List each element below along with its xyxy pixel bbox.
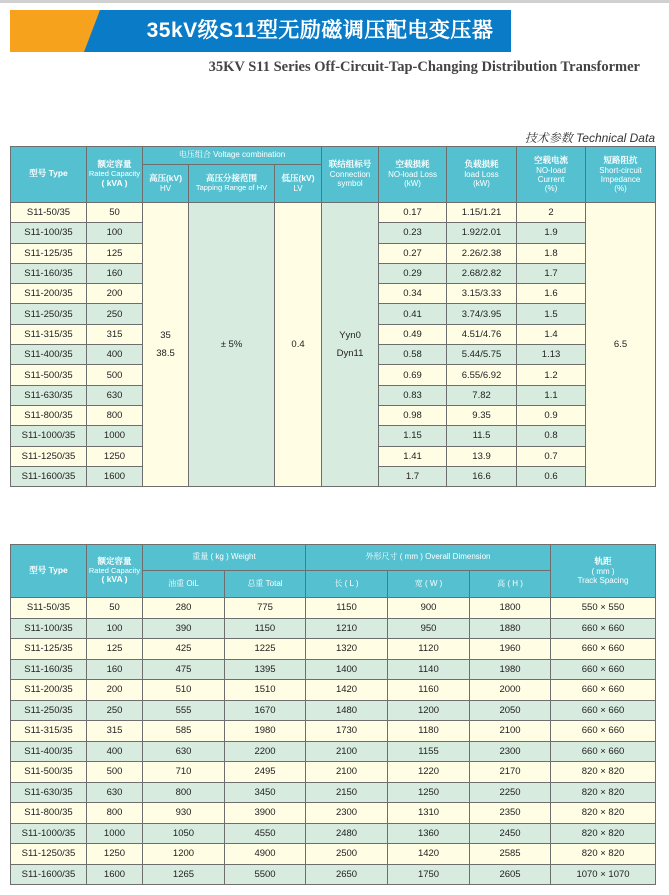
cell-noload-current: 1.8 bbox=[517, 243, 586, 263]
cell-height: 2050 bbox=[470, 700, 551, 721]
header-weight: 重量 ( kg ) Weight bbox=[143, 545, 306, 571]
dimension-weight-table bbox=[10, 544, 656, 885]
page-subtitle: 35KV S11 Series Off-Circuit-Tap-Changing Distribution Transformer bbox=[208, 59, 640, 75]
cell-type: S11-1250/35 bbox=[11, 446, 87, 466]
cell-length: 2100 bbox=[306, 741, 388, 762]
cell-capacity: 1250 bbox=[87, 844, 143, 865]
cell-capacity: 800 bbox=[87, 803, 143, 824]
header-track-spacing: 轨距 ( mm ) Track Spacing bbox=[551, 545, 656, 598]
cell-width: 1200 bbox=[388, 700, 470, 721]
table-row bbox=[11, 721, 656, 742]
cell-oil-weight: 510 bbox=[143, 680, 225, 701]
header-height: 高 ( H ) bbox=[470, 571, 551, 598]
header-type: 型号 Type bbox=[11, 147, 87, 203]
cell-capacity: 1600 bbox=[87, 864, 143, 885]
cell-noload-current: 0.7 bbox=[517, 446, 586, 466]
header-tapping-range: 高压分接范围 Tapping Range of HV bbox=[189, 165, 275, 203]
cell-width: 1420 bbox=[388, 844, 470, 865]
cell-load-loss: 1.15/1.21 bbox=[447, 203, 517, 223]
cell-total-weight: 3450 bbox=[225, 782, 306, 803]
cell-capacity: 250 bbox=[87, 304, 143, 324]
cell-noload-loss: 0.41 bbox=[379, 304, 447, 324]
cell-track-spacing: 820 × 820 bbox=[551, 823, 656, 844]
cell-height: 2170 bbox=[470, 762, 551, 783]
cell-load-loss: 2.26/2.38 bbox=[447, 243, 517, 263]
cell-track-spacing: 660 × 660 bbox=[551, 659, 656, 680]
cell-noload-current: 1.4 bbox=[517, 324, 586, 344]
cell-capacity: 630 bbox=[87, 782, 143, 803]
cell-type: S11-100/35 bbox=[11, 223, 87, 243]
cell-length: 1320 bbox=[306, 639, 388, 660]
cell-capacity: 1600 bbox=[87, 466, 143, 486]
cell-capacity: 1000 bbox=[87, 823, 143, 844]
cell-width: 1220 bbox=[388, 762, 470, 783]
header-noload-current: 空载电流 NO-load Current (%) bbox=[517, 147, 586, 203]
cell-track-spacing: 820 × 820 bbox=[551, 803, 656, 824]
cell-type: S11-1000/35 bbox=[11, 426, 87, 446]
cell-type: S11-800/35 bbox=[11, 803, 87, 824]
table-row bbox=[11, 864, 656, 885]
cell-oil-weight: 390 bbox=[143, 618, 225, 639]
cell-capacity: 50 bbox=[87, 598, 143, 619]
cell-width: 1155 bbox=[388, 741, 470, 762]
cell-noload-loss: 0.83 bbox=[379, 385, 447, 405]
cell-length: 2100 bbox=[306, 762, 388, 783]
header-overall-dimension: 外形尺寸 ( mm ) Overall Dimension bbox=[306, 545, 551, 571]
cell-capacity: 630 bbox=[87, 385, 143, 405]
cell-track-spacing: 550 × 550 bbox=[551, 598, 656, 619]
cell-total-weight: 1670 bbox=[225, 700, 306, 721]
cell-length: 1400 bbox=[306, 659, 388, 680]
cell-type: S11-400/35 bbox=[11, 741, 87, 762]
cell-noload-current: 1.5 bbox=[517, 304, 586, 324]
technical-data-table bbox=[10, 146, 656, 487]
cell-height: 1800 bbox=[470, 598, 551, 619]
cell-noload-loss: 1.41 bbox=[379, 446, 447, 466]
page-title: 35kV级S11型无励磁调压配电变压器 bbox=[146, 19, 494, 42]
cell-type: S11-315/35 bbox=[11, 721, 87, 742]
cell-noload-current: 1.6 bbox=[517, 284, 586, 304]
cell-total-weight: 775 bbox=[225, 598, 306, 619]
cell-load-loss: 7.82 bbox=[447, 385, 517, 405]
table-row bbox=[11, 680, 656, 701]
cell-capacity: 160 bbox=[87, 659, 143, 680]
cell-total-weight: 5500 bbox=[225, 864, 306, 885]
cell-capacity: 315 bbox=[87, 721, 143, 742]
cell-capacity: 50 bbox=[87, 203, 143, 223]
cell-length: 1420 bbox=[306, 680, 388, 701]
cell-length: 1210 bbox=[306, 618, 388, 639]
cell-noload-loss: 0.69 bbox=[379, 365, 447, 385]
cell-width: 950 bbox=[388, 618, 470, 639]
connection-value-2: Dyn11 bbox=[336, 347, 364, 359]
header-hv: 高压(kV) HV bbox=[143, 165, 189, 203]
cell-height: 2000 bbox=[470, 680, 551, 701]
cell-oil-weight: 630 bbox=[143, 741, 225, 762]
section-label: 技术参数 Technical Data bbox=[524, 131, 655, 145]
cell-load-loss: 13.9 bbox=[447, 446, 517, 466]
cell-type: S11-200/35 bbox=[11, 680, 87, 701]
table-row bbox=[11, 844, 656, 865]
cell-capacity: 125 bbox=[87, 639, 143, 660]
table-row bbox=[11, 823, 656, 844]
cell-oil-weight: 1200 bbox=[143, 844, 225, 865]
cell-type: S11-125/35 bbox=[11, 639, 87, 660]
cell-length: 2480 bbox=[306, 823, 388, 844]
cell-oil-weight: 800 bbox=[143, 782, 225, 803]
table-row bbox=[11, 741, 656, 762]
cell-width: 1750 bbox=[388, 864, 470, 885]
cell-oil-weight: 1050 bbox=[143, 823, 225, 844]
cell-capacity: 100 bbox=[87, 223, 143, 243]
cell-load-loss: 11.5 bbox=[447, 426, 517, 446]
cell-height: 2250 bbox=[470, 782, 551, 803]
cell-type: S11-500/35 bbox=[11, 365, 87, 385]
cell-width: 1180 bbox=[388, 721, 470, 742]
cell-load-loss: 16.6 bbox=[447, 466, 517, 486]
cell-noload-loss: 0.27 bbox=[379, 243, 447, 263]
cell-capacity: 200 bbox=[87, 284, 143, 304]
header-capacity: 额定容量 Rated Capacity ( kVA ) bbox=[87, 147, 143, 203]
cell-load-loss: 1.92/2.01 bbox=[447, 223, 517, 243]
cell-lv: 0.4 bbox=[275, 203, 322, 487]
header-impedance: 短路阻抗 Short-circuit Impedance (%) bbox=[586, 147, 656, 203]
cell-height: 2585 bbox=[470, 844, 551, 865]
cell-height: 1960 bbox=[470, 639, 551, 660]
cell-height: 2450 bbox=[470, 823, 551, 844]
cell-noload-current: 2 bbox=[517, 203, 586, 223]
cell-length: 1150 bbox=[306, 598, 388, 619]
cell-type: S11-200/35 bbox=[11, 284, 87, 304]
cell-type: S11-400/35 bbox=[11, 345, 87, 365]
cell-noload-current: 0.6 bbox=[517, 466, 586, 486]
cell-oil-weight: 585 bbox=[143, 721, 225, 742]
cell-track-spacing: 820 × 820 bbox=[551, 844, 656, 865]
table-row bbox=[11, 203, 656, 223]
cell-width: 1160 bbox=[388, 680, 470, 701]
cell-total-weight: 2200 bbox=[225, 741, 306, 762]
cell-length: 2300 bbox=[306, 803, 388, 824]
cell-noload-current: 1.2 bbox=[517, 365, 586, 385]
cell-oil-weight: 1265 bbox=[143, 864, 225, 885]
header-oil-weight: 油重 OiL bbox=[143, 571, 225, 598]
cell-type: S11-50/35 bbox=[11, 203, 87, 223]
cell-capacity: 1250 bbox=[87, 446, 143, 466]
cell-type: S11-1000/35 bbox=[11, 823, 87, 844]
cell-track-spacing: 660 × 660 bbox=[551, 618, 656, 639]
cell-noload-current: 1.9 bbox=[517, 223, 586, 243]
cell-type: S11-630/35 bbox=[11, 782, 87, 803]
cell-capacity: 400 bbox=[87, 345, 143, 365]
hv-value-2: 38.5 bbox=[156, 347, 175, 359]
cell-length: 1730 bbox=[306, 721, 388, 742]
cell-height: 2300 bbox=[470, 741, 551, 762]
cell-total-weight: 4900 bbox=[225, 844, 306, 865]
cell-noload-current: 0.9 bbox=[517, 405, 586, 425]
header-length: 长 ( L ) bbox=[306, 571, 388, 598]
cell-total-weight: 1980 bbox=[225, 721, 306, 742]
header-capacity: 额定容量 Rated Capacity ( kVA ) bbox=[87, 545, 143, 598]
header-noload-loss: 空载损耗 NO-load Loss (kW) bbox=[379, 147, 447, 203]
cell-noload-loss: 0.34 bbox=[379, 284, 447, 304]
table-row bbox=[11, 700, 656, 721]
cell-noload-loss: 1.15 bbox=[379, 426, 447, 446]
cell-track-spacing: 820 × 820 bbox=[551, 762, 656, 783]
cell-oil-weight: 930 bbox=[143, 803, 225, 824]
cell-type: S11-800/35 bbox=[11, 405, 87, 425]
cell-noload-loss: 0.49 bbox=[379, 324, 447, 344]
cell-total-weight: 3900 bbox=[225, 803, 306, 824]
cell-capacity: 800 bbox=[87, 405, 143, 425]
cell-width: 900 bbox=[388, 598, 470, 619]
cell-track-spacing: 660 × 660 bbox=[551, 680, 656, 701]
cell-height: 2100 bbox=[470, 721, 551, 742]
title-banner bbox=[10, 10, 511, 52]
cell-total-weight: 1395 bbox=[225, 659, 306, 680]
header-voltage-combination: 电压组合 Voltage combination bbox=[143, 147, 322, 165]
table-row bbox=[11, 598, 656, 619]
connection-value-1: Yyn0 bbox=[339, 329, 361, 341]
cell-track-spacing: 660 × 660 bbox=[551, 741, 656, 762]
cell-capacity: 160 bbox=[87, 263, 143, 283]
table-row bbox=[11, 803, 656, 824]
cell-width: 1140 bbox=[388, 659, 470, 680]
cell-width: 1120 bbox=[388, 639, 470, 660]
cell-type: S11-250/35 bbox=[11, 700, 87, 721]
cell-tapping-range: ± 5% bbox=[189, 203, 275, 487]
cell-type: S11-1250/35 bbox=[11, 844, 87, 865]
header-connection-symbol: 联结组标号 Connection symbol bbox=[322, 147, 379, 203]
cell-capacity: 500 bbox=[87, 762, 143, 783]
cell-noload-loss: 0.58 bbox=[379, 345, 447, 365]
cell-length: 2500 bbox=[306, 844, 388, 865]
cell-oil-weight: 280 bbox=[143, 598, 225, 619]
cell-height: 1980 bbox=[470, 659, 551, 680]
cell-noload-loss: 0.23 bbox=[379, 223, 447, 243]
table-row bbox=[11, 618, 656, 639]
cell-oil-weight: 555 bbox=[143, 700, 225, 721]
cell-track-spacing: 660 × 660 bbox=[551, 721, 656, 742]
header-width: 宽 ( W ) bbox=[388, 571, 470, 598]
cell-noload-current: 1.13 bbox=[517, 345, 586, 365]
cell-oil-weight: 475 bbox=[143, 659, 225, 680]
cell-total-weight: 1225 bbox=[225, 639, 306, 660]
cell-type: S11-315/35 bbox=[11, 324, 87, 344]
header-load-loss: 负载损耗 load Loss (kW) bbox=[447, 147, 517, 203]
cell-capacity: 400 bbox=[87, 741, 143, 762]
cell-track-spacing: 1070 × 1070 bbox=[551, 864, 656, 885]
cell-type: S11-250/35 bbox=[11, 304, 87, 324]
cell-total-weight: 1150 bbox=[225, 618, 306, 639]
cell-total-weight: 1510 bbox=[225, 680, 306, 701]
cell-type: S11-1600/35 bbox=[11, 466, 87, 486]
cell-oil-weight: 710 bbox=[143, 762, 225, 783]
cell-track-spacing: 660 × 660 bbox=[551, 639, 656, 660]
header-lv: 低压(kV) LV bbox=[275, 165, 322, 203]
cell-noload-loss: 0.98 bbox=[379, 405, 447, 425]
cell-capacity: 100 bbox=[87, 618, 143, 639]
table-row bbox=[11, 762, 656, 783]
cell-length: 2150 bbox=[306, 782, 388, 803]
cell-type: S11-100/35 bbox=[11, 618, 87, 639]
cell-type: S11-160/35 bbox=[11, 659, 87, 680]
top-divider bbox=[0, 0, 669, 3]
cell-noload-loss: 0.17 bbox=[379, 203, 447, 223]
cell-total-weight: 4550 bbox=[225, 823, 306, 844]
cell-load-loss: 3.15/3.33 bbox=[447, 284, 517, 304]
cell-hv bbox=[143, 203, 189, 487]
cell-noload-loss: 1.7 bbox=[379, 466, 447, 486]
cell-connection-symbol bbox=[322, 203, 379, 487]
table-row bbox=[11, 659, 656, 680]
cell-capacity: 250 bbox=[87, 700, 143, 721]
cell-load-loss: 3.74/3.95 bbox=[447, 304, 517, 324]
cell-noload-current: 1.1 bbox=[517, 385, 586, 405]
cell-load-loss: 2.68/2.82 bbox=[447, 263, 517, 283]
cell-capacity: 200 bbox=[87, 680, 143, 701]
cell-length: 2650 bbox=[306, 864, 388, 885]
cell-load-loss: 5.44/5.75 bbox=[447, 345, 517, 365]
cell-width: 1310 bbox=[388, 803, 470, 824]
cell-height: 2350 bbox=[470, 803, 551, 824]
cell-noload-loss: 0.29 bbox=[379, 263, 447, 283]
cell-capacity: 500 bbox=[87, 365, 143, 385]
cell-load-loss: 6.55/6.92 bbox=[447, 365, 517, 385]
cell-noload-current: 0.8 bbox=[517, 426, 586, 446]
cell-capacity: 1000 bbox=[87, 426, 143, 446]
cell-noload-current: 1.7 bbox=[517, 263, 586, 283]
cell-height: 1880 bbox=[470, 618, 551, 639]
cell-type: S11-1600/35 bbox=[11, 864, 87, 885]
cell-track-spacing: 820 × 820 bbox=[551, 782, 656, 803]
cell-width: 1360 bbox=[388, 823, 470, 844]
cell-type: S11-125/35 bbox=[11, 243, 87, 263]
cell-load-loss: 4.51/4.76 bbox=[447, 324, 517, 344]
header-total-weight: 总重 Total bbox=[225, 571, 306, 598]
cell-track-spacing: 660 × 660 bbox=[551, 700, 656, 721]
cell-capacity: 315 bbox=[87, 324, 143, 344]
table-row bbox=[11, 639, 656, 660]
cell-length: 1480 bbox=[306, 700, 388, 721]
cell-type: S11-160/35 bbox=[11, 263, 87, 283]
cell-type: S11-500/35 bbox=[11, 762, 87, 783]
hv-value-1: 35 bbox=[160, 329, 171, 341]
cell-impedance: 6.5 bbox=[586, 203, 656, 487]
table-row bbox=[11, 782, 656, 803]
cell-oil-weight: 425 bbox=[143, 639, 225, 660]
cell-load-loss: 9.35 bbox=[447, 405, 517, 425]
cell-width: 1250 bbox=[388, 782, 470, 803]
cell-total-weight: 2495 bbox=[225, 762, 306, 783]
header-type: 型号 Type bbox=[11, 545, 87, 598]
cell-type: S11-630/35 bbox=[11, 385, 87, 405]
cell-capacity: 125 bbox=[87, 243, 143, 263]
cell-type: S11-50/35 bbox=[11, 598, 87, 619]
cell-height: 2605 bbox=[470, 864, 551, 885]
